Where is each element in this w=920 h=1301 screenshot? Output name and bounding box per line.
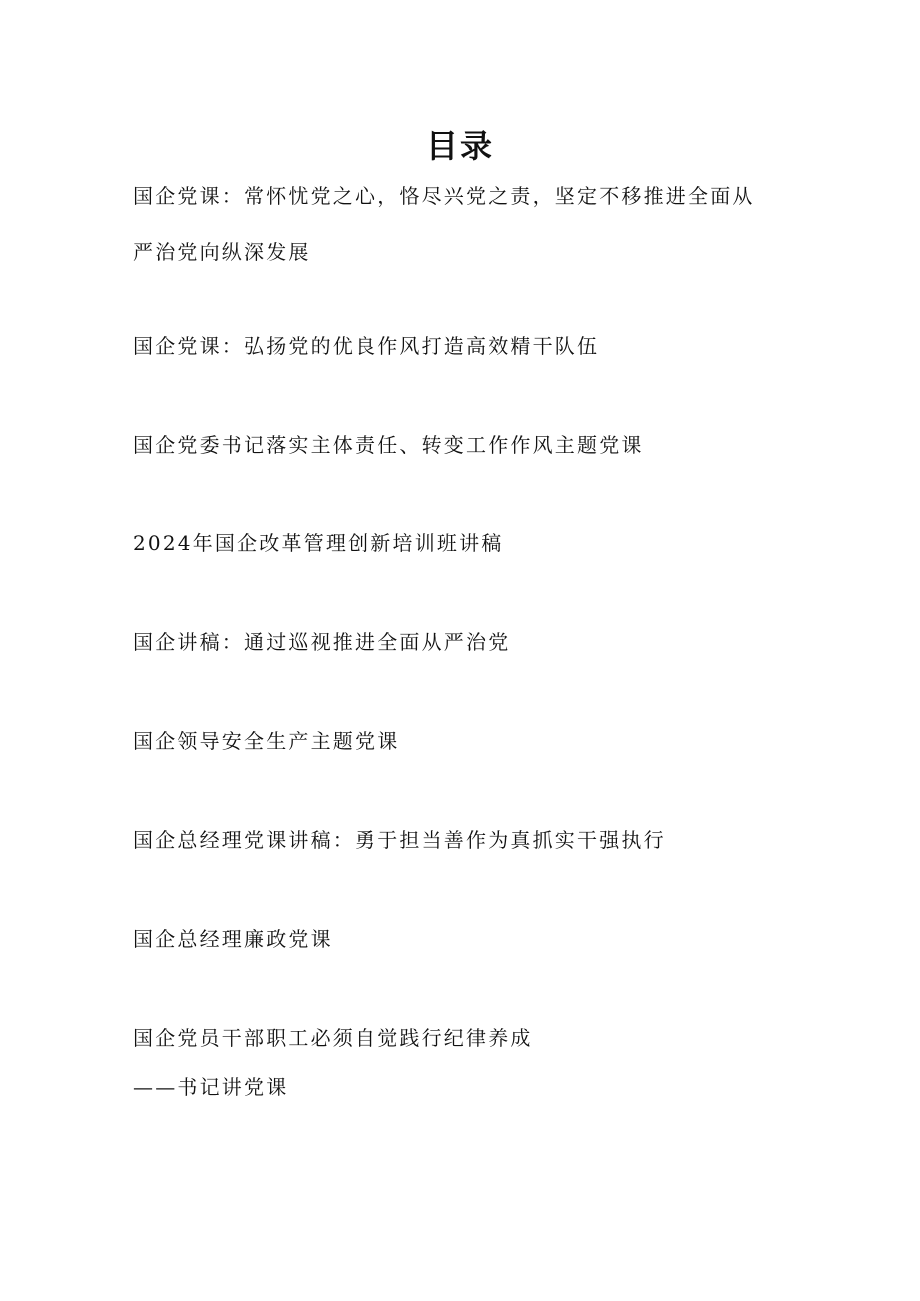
toc-entry: [133, 1023, 533, 1102]
toc-entry-line: 国企党委书记落实主体责任、转变工作作风主题党课: [133, 433, 644, 457]
toc-entry-line: 国企总经理廉政党课: [133, 927, 333, 951]
toc-entry: [133, 430, 644, 460]
toc-entry-line: 国企讲稿：通过巡视推进全面从严治党: [133, 630, 511, 654]
toc-entry-subtitle: ——书记讲党课: [133, 1075, 289, 1099]
toc-entry: [133, 528, 504, 558]
toc-entry: [133, 627, 510, 657]
toc-entry: [133, 726, 399, 756]
toc-entry-line: 国企党员干部职工必须自觉践行纪律养成: [133, 1026, 533, 1050]
toc-entry: [133, 825, 666, 855]
toc-entry: [133, 181, 755, 267]
toc-entry-line: 国企总经理党课讲稿：勇于担当善作为真抓实干强执行: [133, 828, 666, 852]
toc-entry-line: 国企党课：常怀忧党之心，恪尽兴党之责，坚定不移推进全面从: [133, 184, 755, 208]
toc-entry: [133, 924, 333, 954]
toc-entry-line: 国企领导安全生产主题党课: [133, 729, 400, 753]
toc-entry-line: 国企党课：弘扬党的优良作风打造高效精干队伍: [133, 334, 600, 358]
toc-title: 目录: [425, 127, 494, 165]
toc-entry-line: 2024年国企改革管理创新培训班讲稿: [133, 531, 504, 555]
toc-entry: [133, 331, 599, 361]
toc-entry-line: 严治党向纵深发展: [133, 240, 311, 264]
